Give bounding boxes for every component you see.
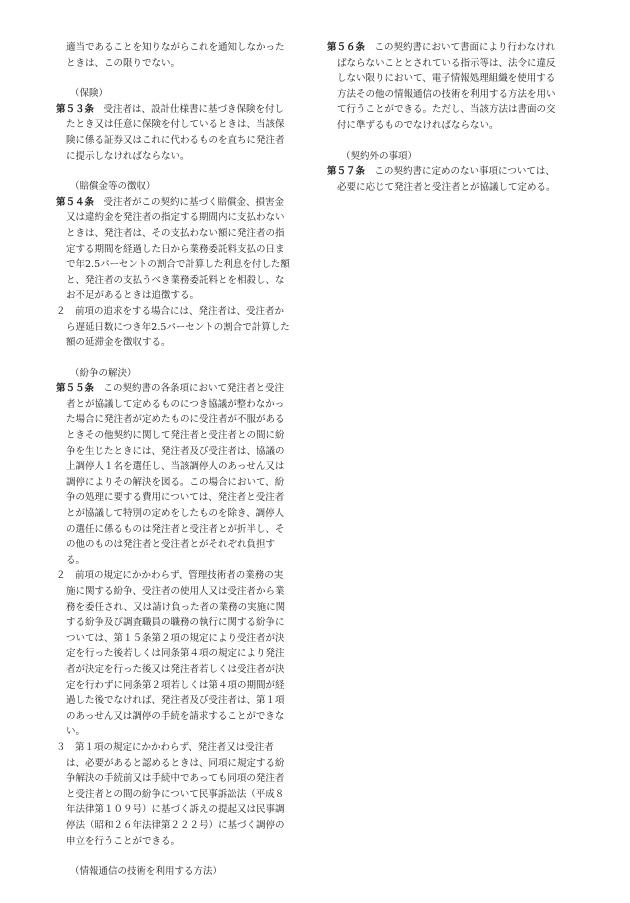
article-54-heading: （賠償金等の徴収） — [70, 181, 156, 193]
article-53-heading: （保険） — [70, 88, 109, 100]
left-column — [56, 40, 308, 880]
article-55-text: この契約書の各条項において発注者と受注 者とが協議して定めるものにつき協議が整わなかっ た場合に発注者が定めたものに受注者が不服がある ときその他契約に関して発注者と受注者との間に紛 争を生じたときには、発注者及び受注者は、協議の 上調停人１名を選任し、当該調停人のあっせん又は 調停によりその解決を図る。この場合において、紛 争の処理に要する費用については、発注者と受注者 とが協議して特別の定めをしたものを除き、調停人 の選任に係るものは発注者と受注者とが折半し、そ の他のものは発注者と受注者とがそれぞれ負担す る。 — [66, 383, 285, 566]
article-53-text: 受注者は、設計仕様書に基づき保険を付し たとき又は任意に保険を付しているときは、当該保 険に係る証券又はこれに代わるものを直ちに発注者 に提示しなければならない。 — [66, 103, 285, 162]
article-55 — [56, 381, 308, 568]
article-55-number: 第５５条 — [56, 383, 95, 395]
article-57-number: 第５７条 — [327, 166, 366, 178]
article-53 — [56, 102, 308, 164]
article-57-heading: （契約外の事項） — [341, 150, 418, 162]
article-55-heading: （紛争の解決） — [70, 367, 137, 379]
article-54-text: 受注者がこの契約に基づく賠償金、損害金 又は違約金を発注者の指定する期間内に支払わない ときは、発注者は、その支払わない額に発注者の指 定する期間を経過した日から業務委託料支払の日ま で年2.5パーセントの割合で計算した利息を付した額 と、発注者の支払うべき業務委託料とを相殺し、な お不足があるときは追徴する。 — [66, 196, 290, 302]
article-57 — [327, 164, 579, 195]
article-54 — [56, 195, 308, 304]
article-55-paragraph-2: ２ 前項の規定にかかわらず、管理技術者の業務の実 施に関する紛争、受注者の使用人又は受注者から業 務を委任され、又は請け負った者の業務の実施に関 する紛争及び調査職員の職務の執行に関する紛争に ついては、第１５条第２項の規定により受注者が決 定を行った後若しくは同条第４項の規定により発注 者が決定を行った後又は発注者若しくは受注者が決 定を行わずに同条第２項若しくは第４項の期間が経 過した後でなければ、発注者及び受注者は、第１項 のあっせん又は調停の手続を請求することができな い。 — [56, 570, 286, 738]
article-54-number: 第５４条 — [56, 196, 95, 208]
article-56-number: 第５６条 — [327, 42, 366, 53]
article-57-text: この契約書に定めのない事項については、 必要に応じて発注者と受注者とが協議して定める。 — [337, 166, 556, 193]
article-56 — [327, 40, 579, 134]
article-53-number: 第５３条 — [56, 103, 95, 115]
article-55-paragraph-3: ３ 第１項の規定にかかわらず、発注者又は受注者 は、必要があると認めるときは、同項に規定する紛 争解決の手続前又は手続中であっても同項の発注者 と受注者との間の紛争について民事訴訟法（平成８ 年法律第１０９号）に基づく訴えの提起又は民事調 停法（昭和２６年法律第２２２号）に基づく調停の 申立を行うことができる。 — [56, 741, 285, 847]
article-56-heading: （情報通信の技術を利用する方法） — [70, 866, 223, 878]
article-54-paragraph-2: ２ 前項の追求をする場合には、発注者は、受注者か ら遅延日数につき年2.5パーセントの割合で計算した 額の延滞金を徴収する。 — [56, 305, 290, 349]
article-52-continuation: 適当であることを知りながらこれを通知しなかった ときは、この限りでない。 — [66, 42, 285, 69]
right-column — [327, 40, 579, 195]
article-56-text: この契約書において書面により行わなけれ ばならないこととされている指示等は、法令に違反 しない限りにおいて、電子情報処理組織を使用する 方法その他の情報通信の技術を利用する方法を用い て行うことができる。ただし、当該方法は書面の交 付に準ずるものでなければならない。 — [337, 42, 556, 131]
